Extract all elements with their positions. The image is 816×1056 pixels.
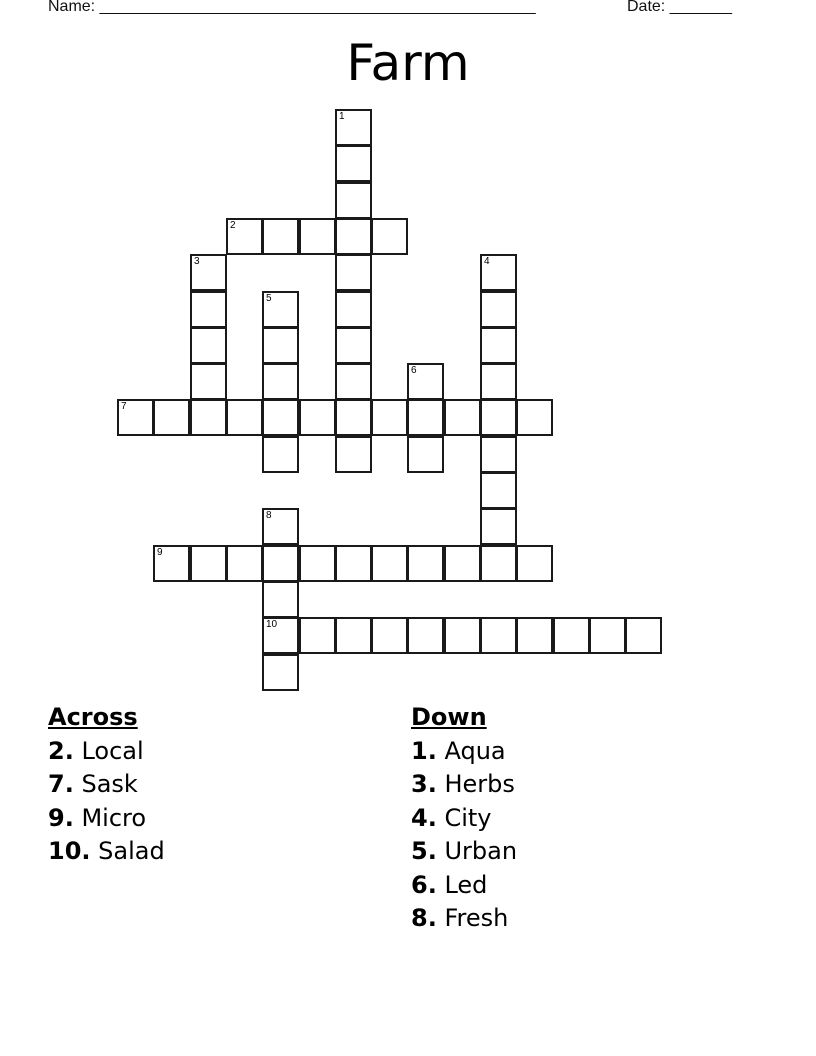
crossword-cell[interactable]	[516, 399, 553, 436]
clue-number: 6.	[411, 870, 437, 899]
clue-number: 5.	[411, 837, 437, 866]
crossword-cell[interactable]	[335, 109, 372, 146]
clue-text: Fresh	[444, 904, 509, 933]
crossword-cell[interactable]	[444, 617, 481, 654]
clue-text: City	[444, 803, 492, 832]
crossword-cell[interactable]	[262, 617, 299, 654]
crossword-cell[interactable]	[625, 617, 662, 654]
clue-text: Aqua	[444, 737, 506, 765]
crossword-cell[interactable]	[480, 399, 517, 436]
clue-text: Salad	[98, 837, 165, 866]
crossword-cell[interactable]	[299, 399, 336, 436]
crossword-cell[interactable]	[335, 545, 372, 582]
clue-text: Urban	[444, 837, 518, 866]
crossword-cell[interactable]	[480, 363, 517, 400]
crossword-cell[interactable]	[335, 182, 372, 219]
cell-number: 1	[339, 111, 345, 122]
clue-number: 4.	[411, 803, 437, 832]
down-heading: Down	[411, 703, 487, 731]
date-field-label: Date: _______	[627, 0, 732, 15]
down-clue	[411, 802, 517, 835]
crossword-cell[interactable]	[335, 436, 372, 473]
crossword-cell[interactable]	[117, 399, 154, 436]
cell-number: 7	[121, 401, 127, 412]
cell-number: 5	[266, 293, 272, 304]
crossword-cell[interactable]	[407, 617, 444, 654]
crossword-cell[interactable]	[371, 617, 408, 654]
crossword-cell[interactable]	[371, 218, 408, 255]
clue-number: 8.	[411, 904, 437, 933]
crossword-cell[interactable]	[444, 545, 481, 582]
crossword-cell[interactable]	[190, 327, 227, 364]
crossword-cell[interactable]	[480, 254, 517, 291]
crossword-cell[interactable]	[299, 617, 336, 654]
clue-number: 3.	[411, 770, 437, 799]
down-clues	[411, 702, 517, 935]
across-clue	[48, 802, 165, 835]
crossword-cell[interactable]	[190, 291, 227, 328]
crossword-cell[interactable]	[516, 545, 553, 582]
crossword-cell[interactable]	[553, 617, 590, 654]
crossword-cell[interactable]	[262, 399, 299, 436]
crossword-cell[interactable]	[516, 617, 553, 654]
crossword-cell[interactable]	[335, 399, 372, 436]
clue-text: Local	[81, 737, 144, 765]
crossword-cell[interactable]	[407, 545, 444, 582]
crossword-cell[interactable]	[480, 291, 517, 328]
crossword-cell[interactable]	[444, 399, 481, 436]
cell-number: 10	[266, 619, 278, 630]
crossword-cell[interactable]	[226, 545, 263, 582]
across-clue	[48, 735, 165, 768]
across-clue	[48, 835, 165, 868]
across-clue	[48, 768, 165, 801]
crossword-cell[interactable]	[335, 363, 372, 400]
crossword-cell[interactable]	[480, 508, 517, 545]
crossword-cell[interactable]	[262, 545, 299, 582]
crossword-cell[interactable]	[407, 436, 444, 473]
crossword-cell[interactable]	[226, 399, 263, 436]
crossword-cell[interactable]	[190, 363, 227, 400]
crossword-cell[interactable]	[153, 399, 190, 436]
across-heading: Across	[48, 703, 138, 731]
crossword-cell[interactable]	[335, 145, 372, 182]
down-clue	[411, 835, 517, 868]
cell-number: 9	[157, 547, 163, 558]
crossword-cell[interactable]	[335, 617, 372, 654]
crossword-cell[interactable]	[262, 218, 299, 255]
clue-number: 2.	[48, 737, 74, 765]
crossword-cell[interactable]	[190, 399, 227, 436]
crossword-cell[interactable]	[407, 399, 444, 436]
crossword-cell[interactable]	[480, 617, 517, 654]
crossword-cell[interactable]	[226, 218, 263, 255]
crossword-cell[interactable]	[589, 617, 626, 654]
down-clue	[411, 869, 517, 902]
clue-number: 7.	[48, 770, 74, 799]
clue-text: Led	[444, 870, 488, 899]
crossword-cell[interactable]	[480, 472, 517, 509]
crossword-cell[interactable]	[190, 545, 227, 582]
clue-number: 9.	[48, 803, 74, 832]
crossword-cell[interactable]	[262, 654, 299, 691]
name-field-label: Name: _________________________________________________	[48, 0, 536, 15]
crossword-cell[interactable]	[371, 545, 408, 582]
crossword-cell[interactable]	[371, 399, 408, 436]
crossword-cell[interactable]	[153, 545, 190, 582]
clue-number: 10.	[48, 837, 91, 866]
cell-number: 2	[230, 220, 236, 231]
crossword-cell[interactable]	[335, 327, 372, 364]
crossword-cell[interactable]	[335, 218, 372, 255]
down-clue	[411, 735, 517, 768]
puzzle-title: Farm	[346, 34, 470, 92]
crossword-cell[interactable]	[480, 327, 517, 364]
cell-number: 6	[411, 365, 417, 376]
down-clue	[411, 768, 517, 801]
crossword-cell[interactable]	[262, 436, 299, 473]
crossword-cell[interactable]	[262, 363, 299, 400]
clue-number: 1.	[411, 737, 437, 765]
crossword-cell[interactable]	[262, 291, 299, 328]
crossword-cell[interactable]	[407, 363, 444, 400]
clue-text: Micro	[81, 803, 147, 832]
crossword-cell[interactable]	[480, 436, 517, 473]
crossword-cell[interactable]	[480, 545, 517, 582]
down-clue	[411, 902, 517, 935]
crossword-cell[interactable]	[190, 254, 227, 291]
crossword-cell[interactable]	[335, 291, 372, 328]
crossword-cell[interactable]	[262, 508, 299, 545]
clue-text: Sask	[81, 770, 138, 799]
cell-number: 3	[194, 256, 200, 267]
cell-number: 8	[266, 510, 272, 521]
crossword-cell[interactable]	[299, 218, 336, 255]
cell-number: 4	[484, 256, 490, 267]
crossword-cell[interactable]	[262, 327, 299, 364]
across-clues	[48, 702, 165, 869]
crossword-cell[interactable]	[335, 254, 372, 291]
crossword-cell[interactable]	[299, 545, 336, 582]
clue-text: Herbs	[444, 770, 515, 799]
crossword-cell[interactable]	[262, 581, 299, 618]
